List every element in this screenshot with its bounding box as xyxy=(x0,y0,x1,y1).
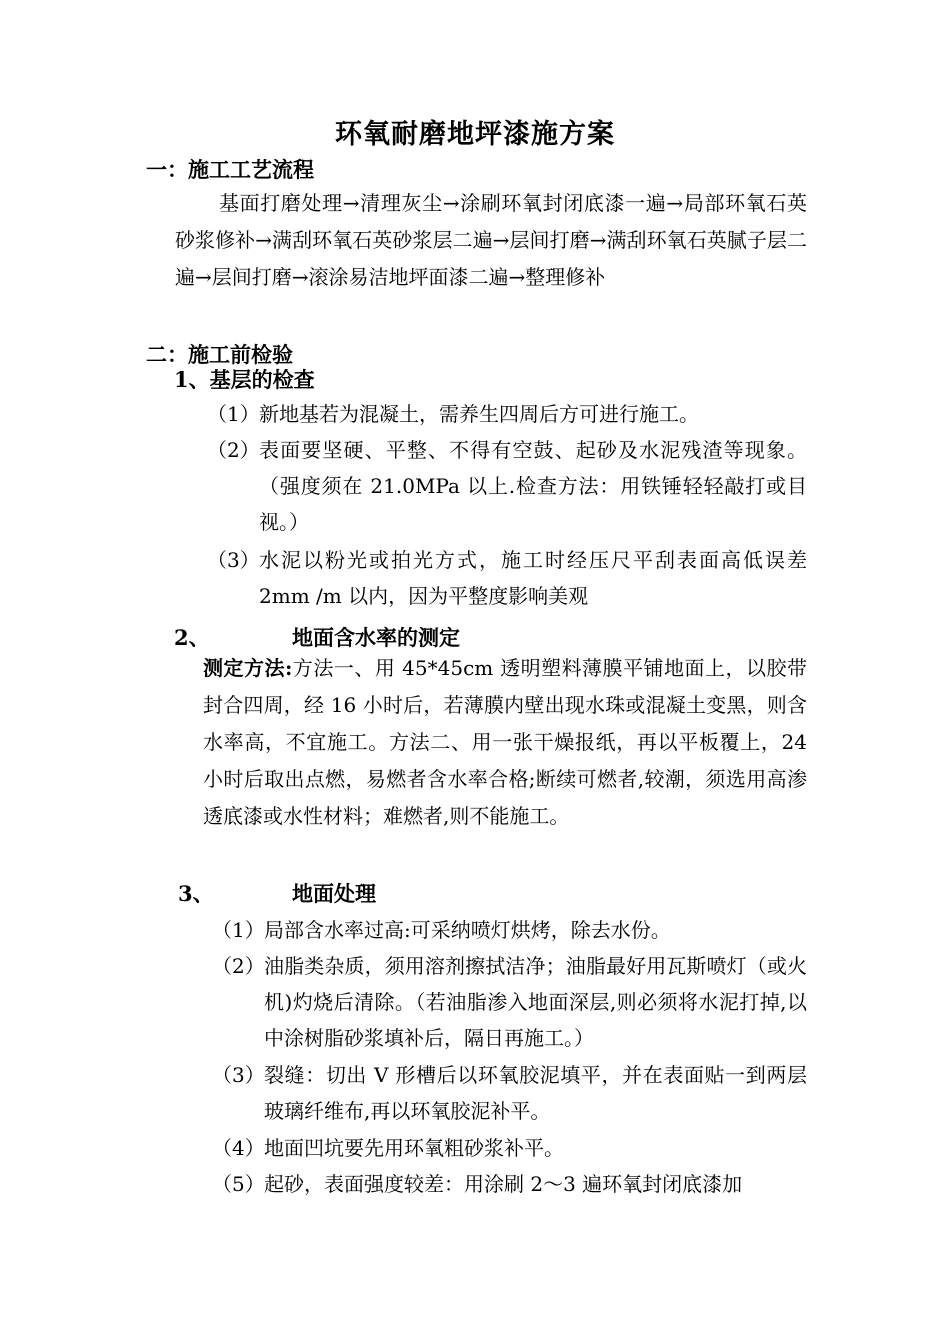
list-marker: （1） xyxy=(212,918,265,942)
list-item xyxy=(207,396,807,432)
list-item-text: 裂缝：切出 V 形槽后以环氧胶泥填平，并在表面贴一到两层玻璃纤维布,再以环氧胶泥补平。 xyxy=(264,1063,807,1123)
list-item-text: 水泥以粉光或拍光方式，施工时经压尺平刮表面高低误差 2mm /m 以内，因为平整度影响美观 xyxy=(259,548,807,608)
subheading-number: 3、 xyxy=(178,881,214,906)
subheading-number: 2、 xyxy=(174,625,210,650)
subheading-surface-treatment xyxy=(178,878,376,908)
list-item-text: 表面要坚硬、平整、不得有空鼓、起砂及水泥残渣等现象。（强度须在 21.0MPa 以上.检查方法：用铁锤轻轻敲打或目视。） xyxy=(259,438,807,534)
list-item xyxy=(212,948,807,1056)
list-item xyxy=(212,912,807,948)
list-marker: （3） xyxy=(212,1063,265,1087)
list-marker: （2） xyxy=(212,954,265,978)
section-heading-inspection: 二：施工前检验 xyxy=(146,342,293,367)
subheading-base-check: 1、基层的检查 xyxy=(174,367,315,392)
list-item xyxy=(212,1130,807,1166)
process-flow-text: 基面打磨处理→清理灰尘→涂刷环氧封闭底漆一遍→局部环氧石英砂浆修补→满刮环氧石英砂浆层二遍→层间打磨→满刮环氧石英腻子层二遍→层间打磨→滚涂易洁地坪面漆二遍→整理修补 xyxy=(175,191,807,289)
list-item xyxy=(212,1166,807,1202)
list-item-text: 油脂类杂质，须用溶剂擦拭洁净；油脂最好用瓦斯喷灯（或火机)灼烧后清除。（若油脂渗入地面深层,则必须将水泥打掉,以中涂树脂砂浆填补后，隔日再施工。） xyxy=(264,954,807,1050)
list-marker: （2） xyxy=(207,438,260,462)
list-item xyxy=(212,1057,807,1129)
subheading-text: 地面处理 xyxy=(292,881,376,906)
list-item-text: 起砂，表面强度较差：用涂刷 2～3 遍环氧封闭底漆加 xyxy=(264,1172,743,1196)
list-item-text: 新地基若为混凝土，需养生四周后方可进行施工。 xyxy=(259,402,699,426)
list-marker: （1） xyxy=(207,402,260,426)
list-marker: （3） xyxy=(207,548,260,572)
moisture-method-text xyxy=(203,650,807,835)
method-label: 测定方法: xyxy=(203,656,293,680)
document-title: 环氧耐磨地坪漆施方案 xyxy=(335,119,615,150)
list-item xyxy=(207,542,807,614)
list-item xyxy=(207,432,807,540)
subheading-moisture xyxy=(174,622,460,652)
list-item-text: 地面凹坑要先用环氧粗砂浆补平。 xyxy=(264,1136,564,1160)
list-marker: （4） xyxy=(212,1136,265,1160)
subheading-text: 地面含水率的测定 xyxy=(292,625,460,650)
list-marker: （5） xyxy=(212,1172,265,1196)
section-heading-process: 一：施工工艺流程 xyxy=(146,157,314,182)
method-body: 方法一、用 45*45cm 透明塑料薄膜平铺地面上，以胶带封合四周，经 16 小时后，若薄膜内壁出现水珠或混凝土变黑，则含水率高，不宜施工。方法二、用一张干燥报纸，再以平板覆上，24 小时后取出点燃，易燃者含水率合格;断续可燃者,较潮，须选用高渗透底漆或水性材料；难燃者,则不能施工。 xyxy=(203,656,807,828)
list-item-text: 局部含水率过高:可采纳喷灯烘烤，除去水份。 xyxy=(264,918,671,942)
